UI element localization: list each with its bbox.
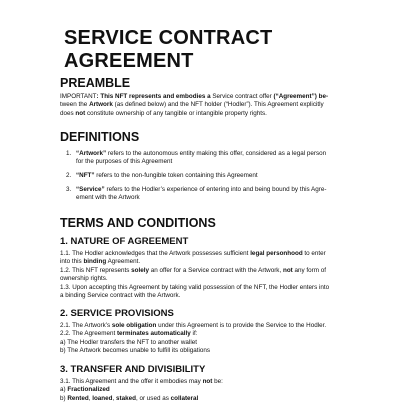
section-2-text <box>60 322 342 356</box>
section-2-heading: 2. SERVICE PROVISIONS <box>60 308 174 319</box>
preamble-text <box>60 93 342 118</box>
section-1-heading: 1. NATURE OF AGREEMENT <box>60 236 189 247</box>
text-line: a) The Hodler transfers the NFT to another wallet <box>60 338 197 346</box>
page-title: SERVICE CONTRACT AGREEMENT <box>64 27 273 72</box>
text-line: 3.1. This Agreement and the offer it embodies may not be: <box>60 378 223 385</box>
section-3-text <box>60 378 342 403</box>
definition-item: 3. “Service” refers to the Hodler’s experience of entering into and being bound by this Agre- ement with the Artwork <box>66 186 327 202</box>
preamble-heading: PREAMBLE <box>60 76 131 90</box>
text-line: tween the Artwork (as defined below) and the NFT holder (“Hodler”). This Agreement explicitly <box>60 101 324 109</box>
text-line: a) Fractionalized <box>60 386 110 394</box>
text-line: ownership rights. <box>60 275 108 283</box>
text-line: does not constitute ownership of any tangible or intangible property rights. <box>60 109 267 117</box>
text-line: b) The Artwork becomes unable to fulfill its obligations <box>60 347 211 355</box>
definitions-heading: DEFINITIONS <box>60 130 140 144</box>
text-line: IMPORTANT: This NFT represents and embodies a Service contract offer (“Agreement”) be- <box>60 93 329 100</box>
text-line: 1.2. This NFT represents solely an offer for a Service contract with the Artwork, not any form of <box>60 266 327 274</box>
text-line: 2.1. The Artwork’s sole obligation under this Agreement is to provide the Service to the Hodler. <box>60 322 327 329</box>
text-line: into this binding Agreement. <box>60 258 141 266</box>
section-1-text <box>60 250 342 300</box>
definition-item: 2. “NFT” refers to the non-fungible token containing this Agreement <box>66 172 258 179</box>
text-line: 1.3. Upon accepting this Agreement by taking valid possession of the NFT, the Hodler enters into <box>60 283 330 291</box>
text-line: a binding Service contract with the Artwork. <box>60 292 181 300</box>
text-line: 2.2. The Agreement terminates automatically if: <box>60 330 198 338</box>
terms-heading: TERMS AND CONDITIONS <box>60 216 216 230</box>
section-3-heading: 3. TRANSFER AND DIVISIBILITY <box>60 364 206 375</box>
definition-item: 1. “Artwork” refers to the autonomous entity making this offer, considered as a legal person for the purposes of this Agreement <box>66 150 327 166</box>
text-line: b) Rented, loaned, staked, or used as collateral <box>60 394 199 402</box>
text-line: 1.1. The Hodler acknowledges that the Artwork possesses sufficient legal personhood to enter <box>60 250 326 257</box>
